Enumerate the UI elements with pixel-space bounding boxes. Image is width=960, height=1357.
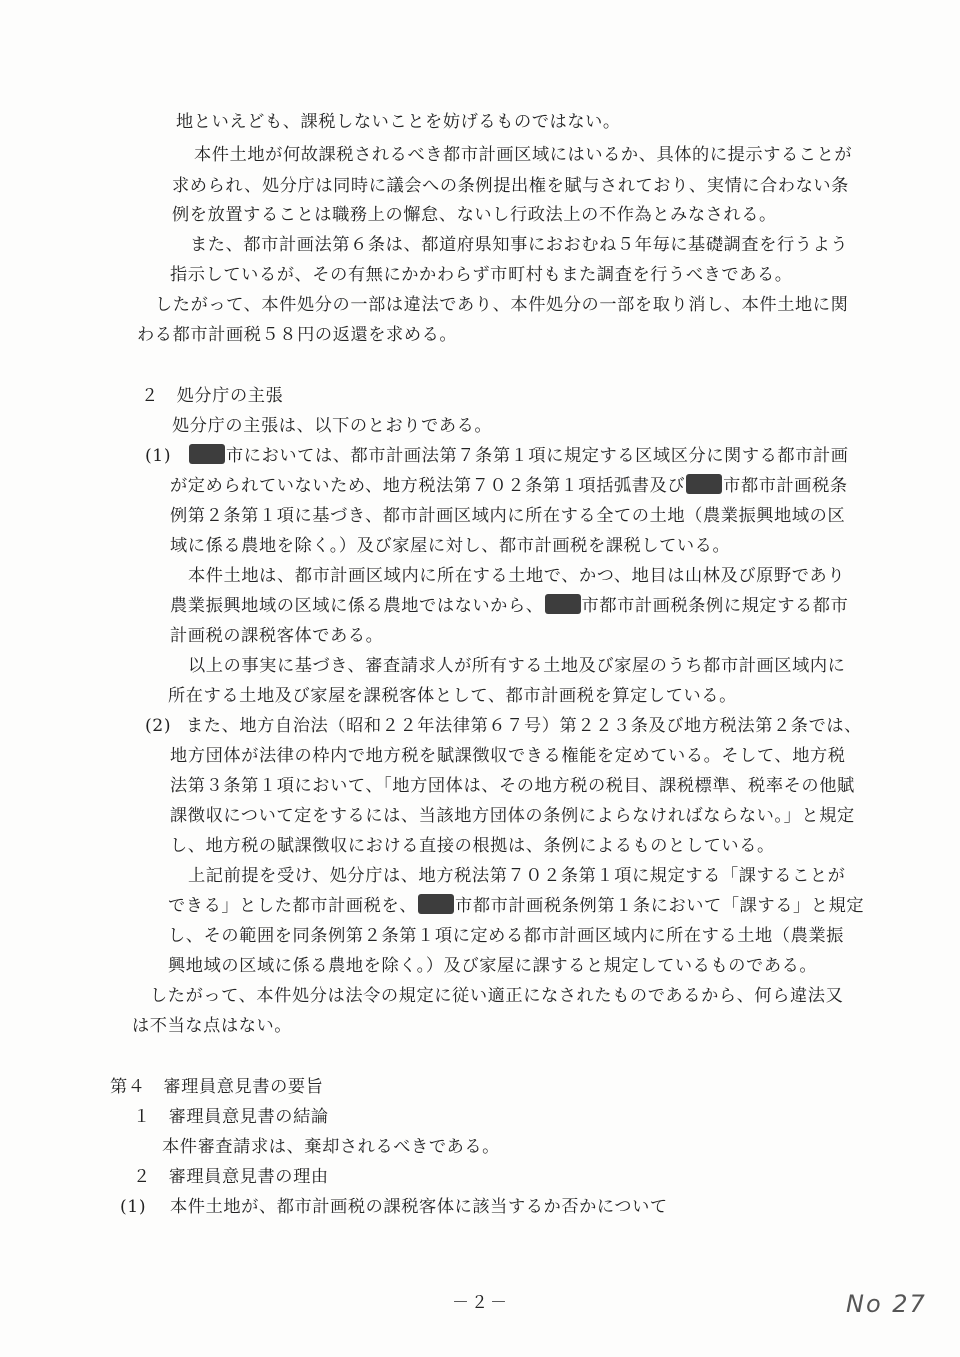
line-text: 市都市計画税条例第１条において「課する」と規定 [455,896,865,916]
paragraph-line: したがって、本件処分の一部は違法であり、本件処分の一部を取り消し、本件土地に関 [155,295,849,315]
redaction-mark [418,894,454,914]
paragraph-line: 地といえども、課税しないことを妨げるものではない。 [176,112,621,132]
paragraph-line: 興地域の区域に係る農地を除く。）及び家屋に課すると規定しているものである。 [168,956,818,976]
paragraph-line: 計画税の課税客体である。 [170,626,384,646]
redaction-mark [189,444,225,464]
paragraph-line: し、地方税の賦課徴収における直接の根拠は、条例によるものとしている。 [170,836,775,856]
line-text: 市都市計画税条例に規定する都市 [581,596,849,616]
paragraph-line: 域に係る農地を除く。）及び家屋に対し、都市計画税を課税している。 [170,536,731,556]
paragraph-line: 指示しているが、その有無にかかわらず市町村もまた調査を行うべきである。 [170,265,793,285]
paragraph-line: 本件土地が、都市計画税の課税客体に該当するか否かについて [170,1197,668,1217]
item-number: (1) [120,1197,147,1217]
paragraph-line: 以上の事実に基づき、審査請求人が所有する土地及び家屋のうち都市計画区域内に [188,656,846,676]
section-heading: 第４ 審理員意見書の要旨 [110,1077,324,1097]
page-number: －２－ [452,1293,509,1313]
paragraph-line [188,444,849,468]
item-number: (2) [145,716,172,736]
paragraph-line [168,894,864,918]
line-text: できる」とした都市計画税を、 [168,896,418,916]
paragraph-line: 課徴収について定をするには、当該地方団体の条例によらなければならない。」と規定 [170,806,855,826]
section-heading: ２ 審理員意見書の理由 [133,1167,329,1187]
paragraph-line [170,594,848,618]
paragraph-line: し、その範囲を同条例第２条第１項に定める都市計画区域内に所在する土地（農業振 [168,926,844,946]
paragraph-line: 例第２条第１項に基づき、都市計画区域内に所在する全ての土地（農業振興地域の区 [170,506,846,526]
item-number: (1) [145,446,172,466]
paragraph-line: 上記前提を受け、処分庁は、地方税法第７０２条第１項に規定する「課することが [188,866,846,886]
paragraph-line: また、都市計画法第６条は、都道府県知事におおむね５年毎に基礎調査を行うよう [190,235,849,255]
paragraph-line: 地方団体が法律の枠内で地方税を賦課徴収できる権能を定めている。そして、地方税 [170,746,846,766]
handwritten-note: No 27 [846,1290,927,1318]
paragraph-line: したがって、本件処分は法令の規定に従い適正になされたものであるから、何ら違法又 [150,986,844,1006]
paragraph-line: 処分庁の主張は、以下のとおりである。 [172,416,493,436]
line-text: 市においては、都市計画法第７条第１項に規定する区域区分に関する都市計画 [226,446,849,466]
redaction-mark [545,594,581,614]
paragraph-line: わる都市計画税５８円の返還を求める。 [137,325,458,345]
paragraph-line: また、地方自治法（昭和２２年法律第６７号）第２２３条及び地方税法第２条では、 [186,716,862,736]
section-heading: １ 審理員意見書の結論 [133,1107,329,1127]
paragraph-line: 法第３条第１項において、「地方団体は、その地方税の税目、課税標準、税率その他賦 [170,776,855,796]
line-text: 農業振興地域の区域に係る農地ではないから、 [170,596,544,616]
paragraph-line: 本件審査請求は、棄却されるべきである。 [162,1137,500,1157]
line-text: が定められていないため、地方税法第７０２条第１項括弧書及び [170,476,686,496]
paragraph-line [170,474,848,498]
redaction-mark [686,474,722,494]
paragraph-line: 所在する土地及び家屋を課税客体として、都市計画税を算定している。 [168,686,737,706]
paragraph-line: 本件土地は、都市計画区域内に所在する土地で、かつ、地目は山林及び原野であり [188,566,846,586]
paragraph-line: 本件土地が何故課税されるべき都市計画区域にはいるか、具体的に提示することが [194,145,853,165]
paragraph-line: 例を放置することは職務上の懈怠、ないし行政法上の不作為とみなされる。 [172,205,777,225]
paragraph-line: 求められ、処分庁は同時に議会への条例提出権を賦与されており、実情に合わない条 [172,176,849,196]
line-text: 市都市計画税条 [723,476,848,496]
section-heading: ２ 処分庁の主張 [141,386,284,406]
paragraph-line: は不当な点はない。 [132,1016,293,1036]
